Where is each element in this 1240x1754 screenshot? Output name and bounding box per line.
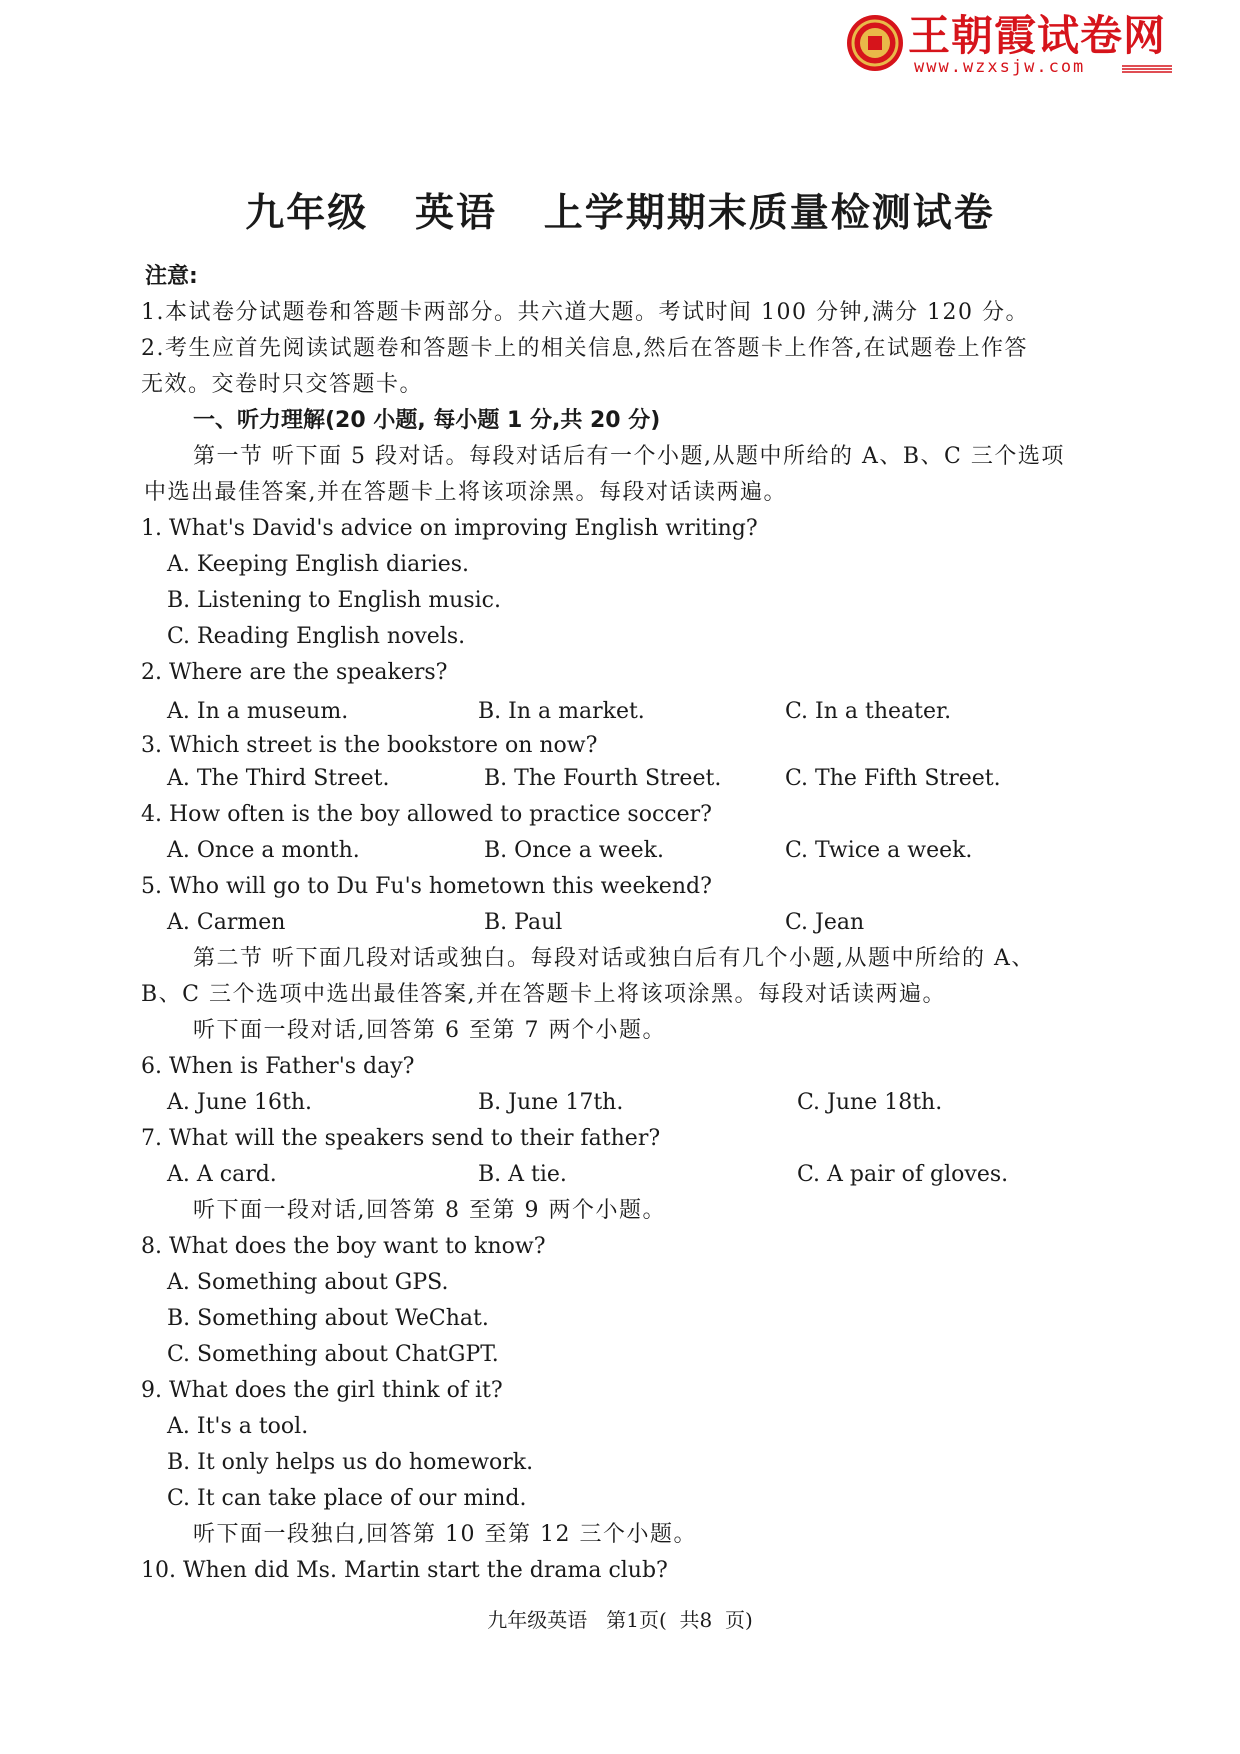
question-2-option-a: A. In a museum. [167, 699, 349, 724]
question-7-option-b: B. A tie. [478, 1162, 567, 1187]
question-8-option-b: B. Something about WeChat. [167, 1306, 489, 1331]
question-6-option-a: A. June 16th. [167, 1090, 313, 1115]
instruction-questions-8-9: 听下面一段对话,回答第 8 至第 9 两个小题。 [193, 1198, 666, 1223]
question-3-option-c: C. The Fifth Street. [785, 766, 1001, 791]
question-8-option-c: C. Something about ChatGPT. [167, 1342, 499, 1367]
question-2-stem: 2. Where are the speakers? [141, 660, 448, 685]
question-6-option-b: B. June 17th. [478, 1090, 624, 1115]
question-5-option-b: B. Paul [484, 910, 563, 935]
question-3-option-b: B. The Fourth Street. [484, 766, 722, 791]
question-1-option-a: A. Keeping English diaries. [167, 552, 470, 577]
instruction-questions-6-7: 听下面一段对话,回答第 6 至第 7 两个小题。 [193, 1018, 666, 1043]
question-4-option-a: A. Once a month. [167, 838, 360, 863]
question-6-option-c: C. June 18th. [797, 1090, 943, 1115]
question-10-stem: 10. When did Ms. Martin start the drama club? [141, 1558, 668, 1583]
instruction-questions-10-12: 听下面一段独白,回答第 10 至第 12 三个小题。 [193, 1522, 697, 1547]
part-1-instruction-line-1: 第一节 听下面 5 段对话。每段对话后有一个小题,从题中所给的 A、B、C 三个选项 [193, 444, 1065, 469]
question-9-stem: 9. What does the girl think of it? [141, 1378, 503, 1403]
question-2-option-b: B. In a market. [478, 699, 645, 724]
page-footer: 九年级英语 第1页( 共8 页) [487, 1608, 753, 1632]
question-7-stem: 7. What will the speakers send to their father? [141, 1126, 661, 1151]
question-1-option-b: B. Listening to English music. [167, 588, 501, 613]
notice-heading: 注意: [145, 264, 198, 289]
section-1-heading: 一、听力理解(20 小题, 每小题 1 分,共 20 分) [193, 408, 661, 433]
question-1-stem: 1. What's David's advice on improving English writing? [141, 516, 758, 541]
question-6-stem: 6. When is Father's day? [141, 1054, 415, 1079]
question-8-stem: 8. What does the boy want to know? [141, 1234, 546, 1259]
question-9-option-b: B. It only helps us do homework. [167, 1450, 534, 1475]
notice-item-2-line-1: 2.考生应首先阅读试题卷和答题卡上的相关信息,然后在答题卡上作答,在试题卷上作答 [141, 336, 1028, 361]
question-5-stem: 5. Who will go to Du Fu's hometown this weekend? [141, 874, 712, 899]
question-4-option-b: B. Once a week. [484, 838, 664, 863]
notice-item-2-line-2: 无效。交卷时只交答题卡。 [141, 372, 424, 397]
question-5-option-c: C. Jean [785, 910, 865, 935]
part-1-instruction-line-2: 中选出最佳答案,并在答题卡上将该项涂黑。每段对话读两遍。 [144, 480, 787, 505]
question-5-option-a: A. Carmen [167, 910, 286, 935]
logo-brand-text: 王朝霞试卷网 [908, 11, 1167, 60]
part-2-instruction-line-2: B、C 三个选项中选出最佳答案,并在答题卡上将该项涂黑。每段对话读两遍。 [141, 982, 946, 1007]
question-9-option-a: A. It's a tool. [167, 1414, 309, 1439]
site-logo [846, 11, 1176, 77]
question-4-stem: 4. How often is the boy allowed to practice soccer? [141, 802, 712, 827]
question-9-option-c: C. It can take place of our mind. [167, 1486, 527, 1511]
question-3-option-a: A. The Third Street. [167, 766, 390, 791]
question-3-stem: 3. Which street is the bookstore on now? [141, 733, 598, 758]
notice-item-1: 1.本试卷分试题卷和答题卡两部分。共六道大题。考试时间 100 分钟,满分 120 分。 [141, 300, 1029, 325]
logo-url-text: www.wzxsjw.com [914, 57, 1086, 77]
question-4-option-c: C. Twice a week. [785, 838, 973, 863]
question-7-option-c: C. A pair of gloves. [797, 1162, 1009, 1187]
question-8-option-a: A. Something about GPS. [167, 1270, 449, 1295]
question-1-option-c: C. Reading English novels. [167, 624, 466, 649]
exam-title: 九年级 英语 上学期期末质量检测试卷 [245, 191, 995, 236]
question-2-option-c: C. In a theater. [785, 699, 952, 724]
part-2-instruction-line-1: 第二节 听下面几段对话或独白。每段对话或独白后有几个小题,从题中所给的 A、 [193, 946, 1035, 971]
question-7-option-a: A. A card. [167, 1162, 277, 1187]
seal-icon [846, 14, 904, 72]
logo-decor-lines [1122, 64, 1172, 74]
